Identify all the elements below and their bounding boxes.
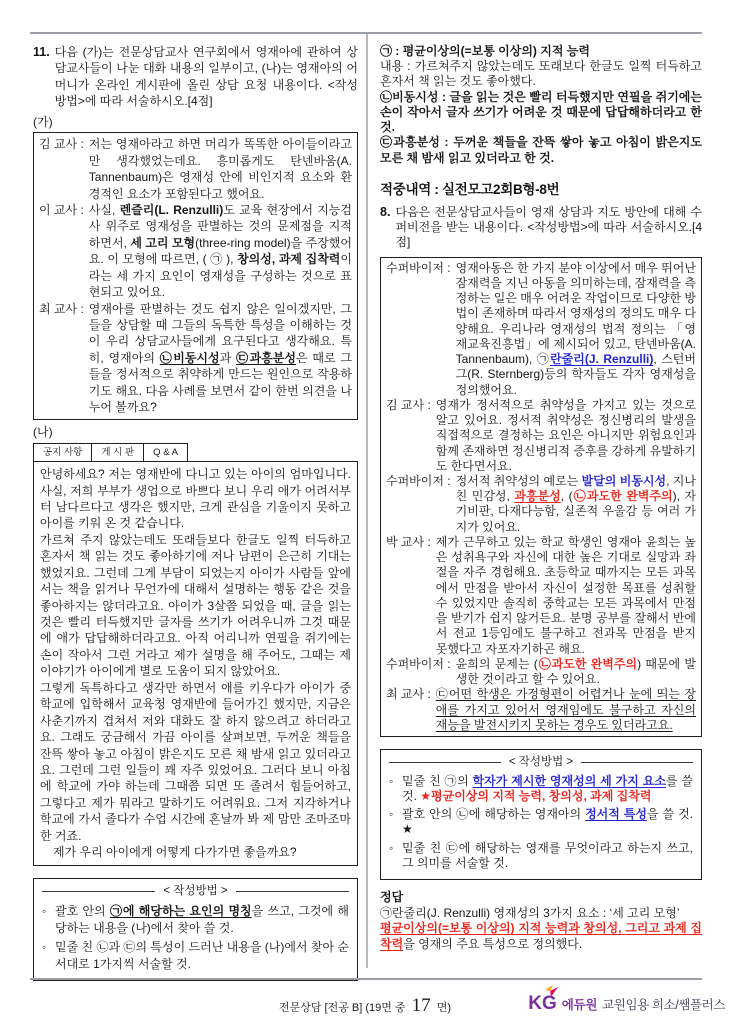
board-tab: Q & A [144, 443, 188, 462]
letter-paragraph: 안녕하세요? 저는 영재반에 다니고 있는 아이의 엄마입니다. 사실, 저희 부부가 생업으로 바쁘다 보니 우리 애가 어려서부터 남다르다고 생각은 했지만, 크게 관심을 기울이지 못하고 아이를 키워 온 것 같습니다. [40, 467, 351, 531]
letter-paragraph: 그렇게 독특하다고 생각만 하면서 애를 키우다가 아이가 중학교에 입학해서 교육청 영재반에 들어가긴 했지만, 지금은 사춘기까지 겹쳐서 저와 대화도 잘 하지 않으려고 하더라고요. 그래도 궁금해서 가끔 아이를 살펴보면, 두꺼운 책들을 잔뜩 쌓아 놓고 아침이 밝은지도 모른 채 밤새 읽고 있더라고요. 그런데 그런 일들이 꽤 자주 있었어요. 그러다 보니 아침에 학교에 가야 하는데 그때쯤 되면 또 졸려서 힘들어하고, 그렇다고 제가 뭐라고 말하기도 어려워요. 그저 지각하거나 학교에 가서 졸다가 수업 시간에 혼날까 봐 제 맘만 조마조마한 거죠. [40, 680, 351, 843]
dialogue-line [386, 535, 696, 657]
dialogue-line [39, 202, 352, 301]
bullet-icon: ◦ [389, 840, 394, 855]
dialogue-text: 정서적 취약성의 예로는 발달의 비동시성, 지나친 민감성, 과흥분성, (㉡과도한 완벽주의), 자기비판, 다재다능함, 실존적 우울감 등 여러 가지가 있어요. [455, 474, 697, 534]
question-11-number: 11. [33, 45, 50, 59]
answer-line-2: 평균이상의(=보통 이상의) 지적 능력과 창의성, 그리고 과제 집착력을 영재의 주요 특성으로 정의했다. [380, 921, 702, 951]
answer-line-1: ㉠란줄리(J. Renzulli) 영재성의 3가지 요소 : ‘세 고리 모형’ [380, 906, 680, 921]
dialogue-line [386, 398, 696, 474]
publisher-label: 교원임용 희소/쌤플러스 [602, 998, 725, 1012]
question-8-text: 다음은 전문상담교사들이 영재 상담과 지도 방안에 대해 수퍼비전을 받는 내용이다. <작성방법>에 따라 서술하시오.[4점] [395, 205, 702, 250]
answer-section [380, 890, 702, 952]
board-tab: 게 시 판 [92, 443, 144, 462]
guide-item [42, 939, 349, 972]
supervision-box [380, 257, 702, 737]
dialogue-text: 사실, 렌즐리(L. Renzulli)도 교육 현장에서 지능검사 위주로 영재성을 판별하는 것의 문제점을 지적하면서, 세 고리 모형(three-ring model)을 주장했어요. 이 모형에 따르면, ( ㉠ ), 창의성, 과제 집착력이라는 세 가지 요인이 영재성을 구성하는 것으로 표현되고 있어요. [88, 202, 352, 300]
guide-title-text: < 작성방법 > [508, 755, 574, 768]
guide-title [42, 884, 349, 900]
footer-label-right: 면) [436, 1002, 451, 1014]
left-column [33, 44, 358, 981]
guide-items [42, 903, 349, 972]
bullet-icon: ◦ [42, 904, 47, 919]
guide-item [389, 807, 693, 837]
speaker-label: 이 교사 : [39, 202, 84, 217]
dialogue-text: 제가 근무하고 있는 학교 학생인 영재아 윤희는 높은 성취욕구와 자신에 대한 높은 기대로 실망과 좌절을 자주 경험해요. 초등학교 때까지는 모든 과목에서 만점을 받아서 자신이 설정한 목표를 성취할 수 있었지만 솔직히 중학교는 모든 과목에서 만점을 받기가 쉽지 않거든요. 분명 공부를 잘해서 반에서 전교 1등임에도 불구하고 전과목 만점을 받지 못했다고 자포자기하곤 해요. [435, 534, 696, 656]
hit-heading: 적중내역 : 실전모고2회B형-8번 [380, 181, 560, 197]
dialogue-box-ga [33, 132, 358, 419]
guide-item-text: 괄호 안의 ㉠에 해당하는 요인의 명칭을 쓰고, 그것에 해당하는 내용을 (나)에서 찾아 쓸 것. [55, 904, 349, 935]
dialogue-text: 영재아를 판별하는 것도 쉽지 않은 일이겠지만, 그들을 상담할 때 그들의 독특한 특성을 이해하는 것이 우리 상담교사들에게 요구된다고 생각해요. 특히, 영재아의 ㉡비동시성과 ㉢과흥분성은 때로 그들을 정서적으로 취약하게 만드는 원인으로 작용하기도 해요. 다음 사례를 보면서 같이 한번 의견을 나누어 볼까요? [88, 301, 352, 415]
dialogue-text: 윤희의 문제는 (㉡과도한 완벽주의) 때문에 발생한 것이라고 할 수 있어요. [455, 656, 696, 687]
speaker-label: 김 교사 : [39, 137, 84, 152]
letter-box [33, 461, 358, 866]
guide-item-text: 밑줄 친 ㉠의 학자가 제시한 영재성의 세 가지 요소를 쓸 것. ★평균이상의 지적 능력, 창의성, 과제 집착력 [402, 773, 693, 803]
guide-item [389, 774, 693, 804]
answer-line: ㉠ : 평균이상의(=보통 이상의) 지적 능력 [380, 44, 590, 58]
dialogue-line [386, 261, 696, 398]
bullet-icon: ◦ [389, 773, 394, 788]
speaker-label: 최 교사 : [386, 687, 431, 702]
speaker-label: 김 교사 : [386, 397, 431, 412]
guide-item [389, 841, 693, 871]
speaker-label: 최 교사 : [39, 301, 84, 316]
publisher-logo [528, 994, 725, 1013]
guide-item-text: 괄호 안의 ㉡에 해당하는 영재아의 정서적 특성을 쓸 것. ★ [402, 807, 694, 837]
dialogue-text: 영재가 정서적으로 취약성을 가지고 있는 것으로 알고 있어요. 정서적 취약성은 정신병리의 발생을 직접적으로 결정하는 요인은 아니지만 위험요인과 함께 존재하면 정신병리적 증후를 강하게 유발하기도 한다면서요. [435, 397, 696, 473]
speaker-label: 수퍼바이저 : [386, 656, 451, 671]
bullet-icon: ◦ [389, 807, 394, 822]
page-number: 17 [411, 995, 431, 1016]
guide-title-text: < 작성방법 > [163, 884, 228, 897]
label-na: (나) [33, 424, 53, 439]
bullet-icon: ◦ [42, 940, 47, 955]
question-8-number: 8. [380, 205, 391, 220]
dialogue-text: 저는 영재아라고 하면 머리가 똑똑한 아이들이라고만 생각했었는데요. 흥미롭게도 탄넨바움(A. Tannenbaum)은 영재성 안에 비인지적 요소와 환경적인 요소가 포함된다고 했어요. [88, 137, 352, 201]
dialogue-line [39, 301, 352, 416]
board-tab: 공지 사항 [33, 443, 92, 462]
guide-item [42, 903, 349, 936]
right-column [380, 44, 702, 952]
question-11 [33, 44, 358, 110]
label-ga: (가) [33, 114, 53, 129]
logo-swoosh-icon [544, 985, 559, 997]
question-8 [380, 205, 702, 251]
board-tabs [33, 443, 358, 462]
guide-item-text: 밑줄 친 ㉢에 해당하는 영재를 무엇이라고 하는지 쓰고, 그 의미를 서술할 것. [402, 840, 693, 870]
column-divider [366, 34, 368, 968]
dialogue-text: 영재아동은 한 가지 분야 이상에서 매우 뛰어난 잠재력을 지닌 아동을 의미하는데, 잠재력을 측정하는 일은 매우 어려운 작업이므로 다양한 방법이 존재하며 따라서 영재성의 정의도 매우 다양해요. 우리나라 영재성의 법적 정의는 「영재교육진흥법」에 제시되어 있고, 탄넨바움(A. Tannenbaum), ㉠란줄리(J. Renzulli), 스턴버그(R. Sternberg)등의 학자들도 각자 영재성을 정의했어요. [455, 260, 696, 397]
dialogue-line [39, 136, 352, 202]
guide-title [389, 755, 693, 770]
speaker-label: 수퍼바이저 : [386, 260, 451, 275]
dialogue-line [386, 474, 696, 535]
dialogue-text: ㉢어떤 학생은 가정형편이 어렵거나 눈에 띄는 장애를 가지고 있어서 영재임에도 불구하고 자신의 재능을 발전시키지 못하는 경우도 있더라고요. [435, 687, 696, 732]
footer-rule [30, 978, 702, 980]
speaker-label: 수퍼바이저 : [386, 474, 451, 488]
answer-label: 정답 [380, 889, 404, 904]
letter-paragraph: 제가 우리 아이에게 어떻게 다가가면 좋을까요? [53, 845, 297, 860]
dialogue-line [386, 687, 696, 733]
footer-label-left: 전문상담 [전공 B] (19면 중 [278, 1002, 406, 1014]
kg-logo-text: KG [528, 994, 557, 1013]
question-11-text: 다음 (가)는 전문상담교사 연구회에서 영재아에 관하여 상담교사들이 나눈 대화 내용의 일부이고, (나)는 영재아의 어머니가 온라인 게시판에 올린 상담 요청 내용이다. <작성 방법>에 따라 서술하시오.[4점] [54, 45, 358, 109]
answer-line: ㉢과흥분성 : 두꺼운 책들을 잔뜩 쌓아 놓고 아침이 밝은지도 모른 채 밤새 읽고 있더라고 한 것. [380, 135, 702, 165]
answer-block-q11 [380, 44, 702, 166]
dialogue-line [386, 657, 696, 687]
guide-box-right [380, 749, 702, 880]
guide-item-text: 밑줄 친 ㉡과 ㉢의 특성이 드러난 내용을 (나)에서 찾아 순서대로 1가지씩 서술할 것. [55, 940, 349, 971]
answer-line: 내용 : 가르쳐주지 않았는데도 또래보다 한글도 일찍 터득하고 혼자서 책 읽는 것도 좋아했다. [380, 59, 702, 89]
guide-items [389, 774, 693, 871]
letter-paragraph: 가르쳐 주지 않았는데도 또래들보다 한글도 일찍 터득하고 혼자서 책 읽는 것도 좋아하기에 저나 남편이 은근히 기대는 했었지요. 그런데 그게 부담이 되었는지 아이가 사람들 앞에서는 책을 읽거나 무언가에 대해서 설명하는 행동 같은 것을 좋아하지는 않더라고요. 아이가 3살쯤 되었을 때, 글을 읽는 것은 빨리 터득했지만 글자를 쓰기가 어려우니까 그것 때문에 애가 답답해하더라고요. 아직 어리니까 연필을 쥐기에는 손이 작아서 그런 거라고 제가 설명을 해 주어도, 그때는 제 이야기가 아이에게 별로 도움이 되지 않았어요. [40, 532, 351, 679]
answer-line: ㉡비동시성 : 글을 읽는 것은 빨리 터득했지만 연필을 쥐기에는 손이 작아서 글자 쓰기가 어려운 것 때문에 답답해하더라고 한 것. [380, 89, 702, 135]
speaker-label: 박 교사 : [386, 534, 431, 549]
eduwon-logo-text: 에듀원 [561, 998, 598, 1012]
guide-box-left [33, 878, 358, 982]
